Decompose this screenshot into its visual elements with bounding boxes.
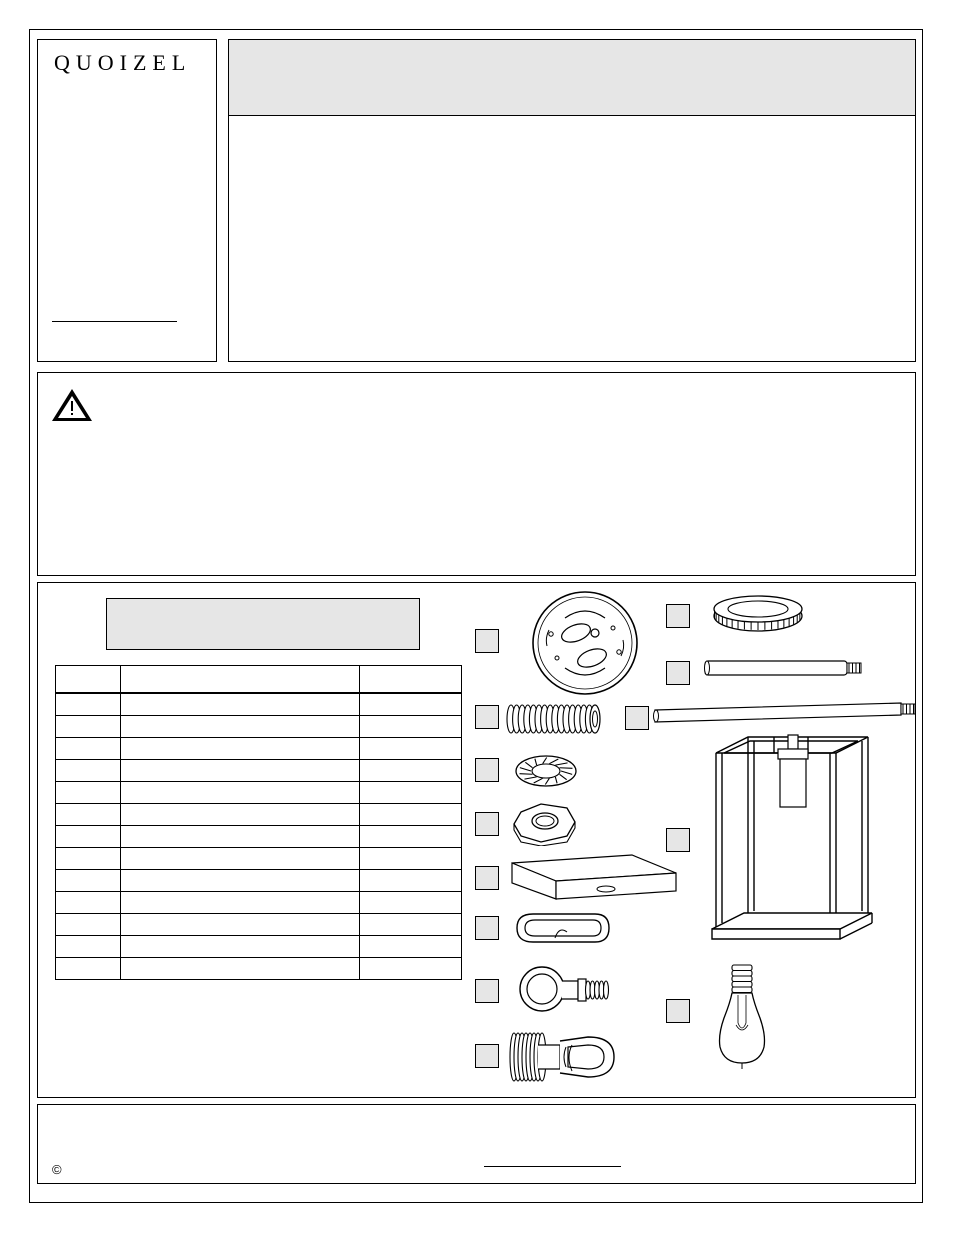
fixture-cage-icon (708, 733, 878, 945)
table-cell (360, 666, 462, 694)
parts-table (55, 665, 462, 980)
lock-washer-icon (513, 752, 579, 790)
canopy-icon (510, 853, 678, 903)
table-cell (121, 848, 360, 870)
part-label-box (666, 661, 690, 685)
table-row (56, 693, 462, 716)
table-cell (360, 958, 462, 980)
table-cell (121, 914, 360, 936)
table-cell (56, 666, 121, 694)
table-cell (360, 760, 462, 782)
table-row (56, 870, 462, 892)
table-cell (121, 892, 360, 914)
title-bar (229, 40, 915, 116)
footer-underline (484, 1166, 621, 1167)
table-cell (56, 826, 121, 848)
table-cell (121, 958, 360, 980)
table-cell (360, 716, 462, 738)
table-row (56, 892, 462, 914)
threaded-nipple-icon (503, 700, 603, 738)
table-cell (360, 826, 462, 848)
part-label-box (625, 706, 649, 730)
part-label-box (475, 916, 499, 940)
warning-panel (37, 372, 916, 576)
table-cell (56, 892, 121, 914)
table-cell (121, 936, 360, 958)
part-label-box (475, 866, 499, 890)
title-panel (228, 39, 916, 362)
copyright-symbol: © (52, 1162, 62, 1177)
table-cell (56, 914, 121, 936)
table-cell (360, 870, 462, 892)
table-cell (360, 892, 462, 914)
table-cell (56, 870, 121, 892)
table-cell (360, 782, 462, 804)
table-cell (121, 738, 360, 760)
table-cell (56, 738, 121, 760)
crossbar-icon (529, 588, 641, 698)
short-stem-icon (703, 656, 863, 680)
table-cell (56, 760, 121, 782)
hex-nut-icon (511, 802, 579, 846)
table-cell (121, 693, 360, 716)
table-cell (56, 693, 121, 716)
part-label-box (475, 629, 499, 653)
table-cell (121, 782, 360, 804)
table-cell (56, 848, 121, 870)
table-cell (56, 716, 121, 738)
part-label-box (475, 705, 499, 729)
table-cell (121, 804, 360, 826)
part-label-box (475, 812, 499, 836)
part-label-box (475, 1044, 499, 1068)
chain-link-icon (515, 910, 611, 946)
table-row (56, 804, 462, 826)
table-cell (360, 738, 462, 760)
table-row (56, 914, 462, 936)
brand-underline (52, 321, 177, 322)
table-cell (121, 870, 360, 892)
part-label-box (475, 979, 499, 1003)
table-row (56, 826, 462, 848)
table-cell (56, 782, 121, 804)
table-cell (360, 848, 462, 870)
table-cell (121, 826, 360, 848)
table-cell (56, 804, 121, 826)
parts-header (106, 598, 420, 650)
parts-table-header (56, 666, 462, 694)
footer-panel (37, 1104, 916, 1184)
part-label-box (666, 999, 690, 1023)
table-cell (360, 693, 462, 716)
table-row (56, 738, 462, 760)
part-label-box (666, 828, 690, 852)
long-stem-icon (653, 700, 919, 726)
brand-logo: QUOIZEL (54, 50, 192, 75)
table-cell (121, 716, 360, 738)
table-row (56, 782, 462, 804)
table-row (56, 760, 462, 782)
brand-panel (37, 39, 217, 362)
ring-nut-icon (711, 594, 805, 634)
warning-triangle-icon (50, 387, 94, 423)
table-cell (121, 760, 360, 782)
table-row (56, 936, 462, 958)
hook-icon (508, 1027, 618, 1087)
bulb-icon (714, 963, 770, 1071)
table-row (56, 716, 462, 738)
table-cell (360, 804, 462, 826)
table-cell (56, 936, 121, 958)
table-row (56, 958, 462, 980)
screw-collar-loop-icon (518, 963, 610, 1017)
table-cell (360, 936, 462, 958)
table-cell (360, 914, 462, 936)
table-cell (56, 958, 121, 980)
part-label-box (475, 758, 499, 782)
table-cell (121, 666, 360, 694)
part-label-box (666, 604, 690, 628)
table-row (56, 848, 462, 870)
